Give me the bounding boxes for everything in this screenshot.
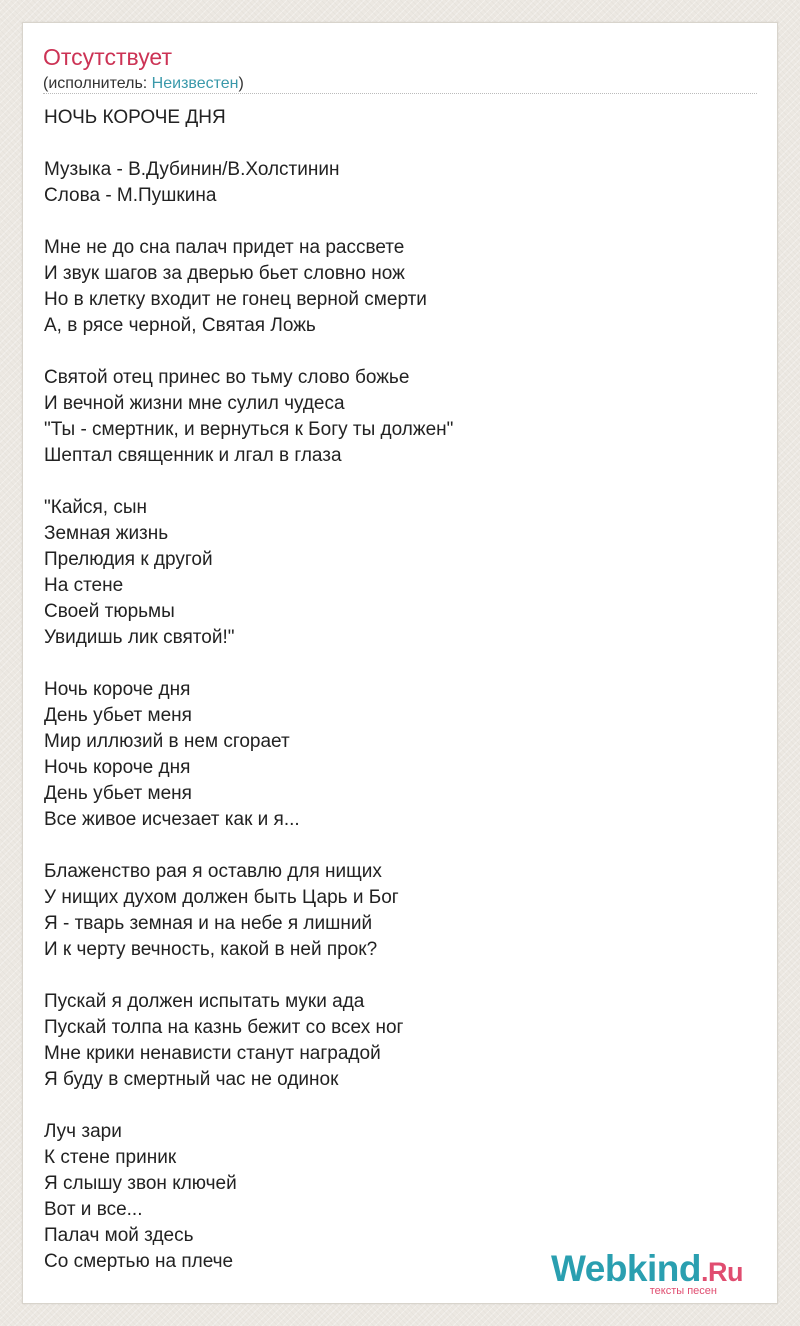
lyric-line: Слова - М.Пушкина: [44, 185, 217, 206]
lyric-line: Вот и все...: [44, 1199, 143, 1220]
lyric-line: Музыка - В.Дубинин/В.Холстинин: [44, 159, 340, 180]
lyric-blank-line: [44, 209, 758, 235]
lyrics-card: [22, 22, 778, 1304]
logo-tagline: тексты песен: [649, 1285, 717, 1297]
lyric-line: Мне не до сна палач придет на рассвете: [44, 237, 405, 258]
lyric-line: И звук шагов за дверью бьет словно нож: [44, 263, 405, 284]
lyric-line: Мир иллюзий в нем сгорает: [44, 731, 290, 752]
lyric-line: Блаженство рая я оставлю для нищих: [44, 861, 382, 882]
lyric-line: День убьет меня: [44, 783, 192, 804]
lyric-line: Пускай толпа на казнь бежит со всех ног: [44, 1017, 404, 1038]
lyric-blank-line: [44, 131, 758, 157]
lyric-line: Луч зари: [44, 1121, 122, 1142]
artist-suffix: ): [238, 75, 244, 92]
lyric-line: Увидишь лик святой!": [44, 627, 235, 648]
logo-main-text: Webkind: [551, 1248, 701, 1289]
lyrics-text: [44, 105, 758, 1275]
lyric-line: Святой отец принес во тьму слово божье: [44, 367, 410, 388]
artist-prefix: (исполнитель:: [43, 75, 152, 92]
lyric-line: День убьет меня: [44, 705, 192, 726]
lyric-blank-line: [44, 1093, 758, 1119]
lyric-line: И вечной жизни мне сулил чудеса: [44, 393, 345, 414]
lyric-line: "Ты - смертник, и вернуться к Богу ты должен": [44, 419, 454, 440]
lyric-line: Палач мой здесь: [44, 1225, 194, 1246]
lyric-line: Шептал священник и лгал в глаза: [44, 445, 342, 466]
lyric-line: Я буду в смертный час не одинок: [44, 1069, 339, 1090]
lyric-line: "Кайся, сын: [44, 497, 147, 518]
lyric-line: Ночь короче дня: [44, 757, 191, 778]
artist-line: [43, 74, 244, 94]
lyric-line: Все живое исчезает как и я...: [44, 809, 300, 830]
lyric-line: К стене приник: [44, 1147, 177, 1168]
lyric-line: Прелюдия к другой: [44, 549, 213, 570]
lyric-line: Пускай я должен испытать муки ада: [44, 991, 365, 1012]
lyric-blank-line: [44, 469, 758, 495]
lyric-blank-line: [44, 339, 758, 365]
logo-domain-text: .Ru: [701, 1257, 743, 1287]
artist-link[interactable]: Неизвестен: [151, 75, 239, 92]
lyric-line: Мне крики ненависти станут наградой: [44, 1043, 381, 1064]
webkind-logo[interactable]: [547, 1247, 747, 1297]
lyric-line: А, в рясе черной, Святая Ложь: [44, 315, 316, 336]
song-title: Отсутствует: [43, 44, 172, 70]
lyric-line: И к черту вечность, какой в ней прок?: [44, 939, 378, 960]
lyric-line: Я - тварь земная и на небе я лишний: [44, 913, 373, 934]
lyric-blank-line: [44, 833, 758, 859]
lyric-line: У нищих духом должен быть Царь и Бог: [44, 887, 399, 908]
lyric-line: Своей тюрьмы: [44, 601, 175, 622]
lyric-line: Со смертью на плече: [44, 1251, 234, 1272]
lyric-line: Земная жизнь: [44, 523, 169, 544]
lyric-blank-line: [44, 651, 758, 677]
lyric-line: Но в клетку входит не гонец верной смерти: [44, 289, 427, 310]
header-divider: [43, 93, 757, 94]
lyric-line: Я слышу звон ключей: [44, 1173, 237, 1194]
lyric-blank-line: [44, 963, 758, 989]
lyric-line: Ночь короче дня: [44, 679, 191, 700]
lyric-line: На стене: [44, 575, 124, 596]
lyric-line: НОЧЬ КОРОЧЕ ДНЯ: [44, 107, 226, 128]
